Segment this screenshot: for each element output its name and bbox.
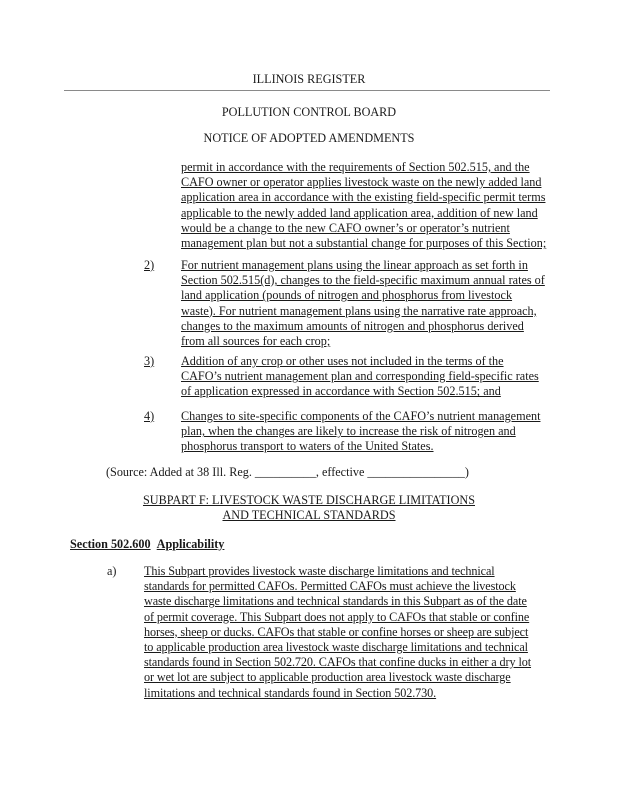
paragraph-line: to applicable production area livestock waste discharge limitations and technical — [144, 640, 528, 655]
continuation-line: application area in accordance with the existing field-specific permit terms — [181, 190, 546, 205]
item-line: Changes to site-specific components of the CAFO’s nutrient management — [181, 409, 541, 423]
item-number: 3) — [144, 354, 155, 368]
item-number: 2) — [144, 258, 155, 272]
item-text — [181, 354, 539, 400]
item-line: changes to the maximum amounts of nitrogen and phosphorus derived — [181, 318, 524, 333]
paragraph-text — [144, 564, 531, 701]
item-line: For nutrient management plans using the linear approach as set forth in — [181, 258, 528, 272]
continuation-line: CAFO owner or operator applies livestock waste on the newly added land — [181, 175, 542, 190]
paragraph-line: waste discharge limitations and technical standards in this Subpart as of the date — [144, 594, 527, 609]
agency-header: POLLUTION CONTROL BOARD — [221, 105, 397, 119]
item-text — [181, 258, 545, 349]
item-line: Addition of any crop or other uses not included in the terms of the — [181, 354, 504, 368]
item-line: from all sources for each crop; — [181, 334, 331, 349]
item-line: Section 502.515(d), changes to the field-specific maximum annual rates of — [181, 273, 545, 288]
continuation-line: permit in accordance with the requirements of Section 502.515, and the — [181, 160, 530, 174]
item-line: phosphorus transport to waters of the United States. — [181, 439, 434, 454]
paragraph-line: This Subpart provides livestock waste discharge limitations and technical — [144, 564, 495, 578]
continuation-line: would be a change to the new CAFO owner’s or operator’s nutrient — [181, 220, 510, 235]
item-line: of application expressed in accordance with Section 502.515; and — [181, 384, 501, 399]
section-number: Section 502.600 — [70, 537, 151, 551]
item-text — [181, 409, 540, 455]
item-line: land application (pounds of nitrogen and phosphorus from livestock — [181, 288, 513, 303]
item-line: CAFO’s nutrient management plan and corresponding field-specific rates — [181, 369, 539, 384]
item-number: 4) — [144, 409, 155, 423]
paragraph-line: standards for permitted CAFOs. Permitted CAFOs must achieve the livestock — [144, 579, 516, 594]
paragraph-number: a) — [107, 564, 117, 578]
section-heading — [70, 537, 224, 552]
paragraph-line: limitations and technical standards found in Section 502.730. — [144, 685, 437, 700]
continuation-line: applicable to the newly added land application area, addition of new land — [181, 205, 538, 220]
header-rule — [64, 90, 550, 91]
continuation-line: management plan but not a substantial change for purposes of this Section; — [181, 236, 547, 251]
paragraph-line: or wet lot are subject to applicable production area livestock waste discharge — [144, 670, 511, 685]
continuation-text — [181, 160, 546, 251]
subpart-heading-line2: AND TECHNICAL STANDARDS — [222, 508, 396, 522]
register-header: ILLINOIS REGISTER — [252, 72, 366, 86]
source-note: (Source: Added at 38 Ill. Reg. __________, effective ________________) — [106, 465, 469, 479]
item-line: plan, when the changes are likely to increase the risk of nitrogen and — [181, 424, 516, 439]
section-title: Applicability — [156, 537, 225, 551]
paragraph-line: of permit coverage. This Subpart does not apply to CAFOs that stable or confine — [144, 609, 530, 624]
paragraph-line: horses, sheep or ducks. CAFOs that stable or confine horses or sheep are subject — [144, 624, 529, 639]
paragraph-line: standards found in Section 502.720. CAFOs that confine ducks in either a dry lot — [144, 655, 532, 670]
notice-header: NOTICE OF ADOPTED AMENDMENTS — [203, 131, 415, 145]
item-line: waste). For nutrient management plans using the narrative rate approach, — [181, 303, 537, 318]
subpart-heading-line1: SUBPART F: LIVESTOCK WASTE DISCHARGE LIMITATIONS — [142, 493, 475, 507]
